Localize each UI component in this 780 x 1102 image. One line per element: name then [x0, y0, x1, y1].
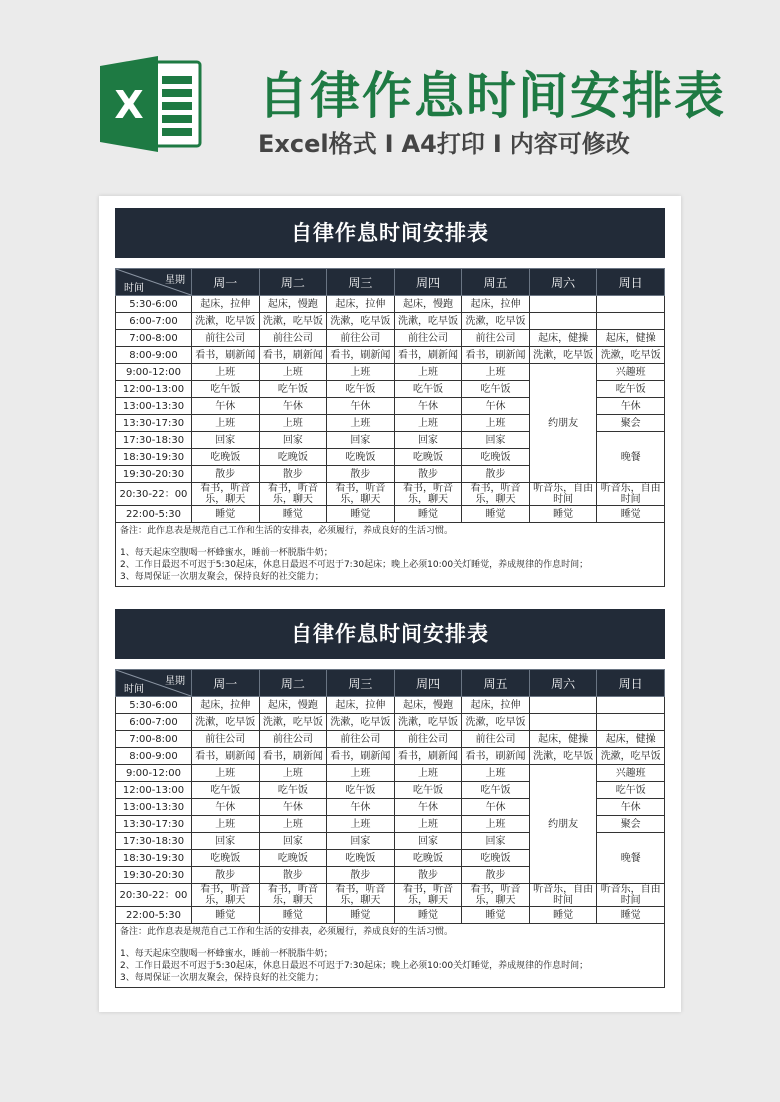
- schedule-cell: 前往公司: [259, 330, 327, 347]
- day-header: 周五: [462, 269, 530, 296]
- table-row: [116, 697, 665, 714]
- schedule-cell: 听音乐，自由时间: [529, 884, 597, 907]
- day-header: 周一: [192, 269, 260, 296]
- schedule-cell: 起床，慢跑: [259, 296, 327, 313]
- schedule-cell: 散步: [394, 466, 462, 483]
- corner-time-label: 时间: [124, 283, 144, 294]
- schedule-cell: 洗漱，吃早饭: [462, 714, 530, 731]
- schedule-cell: 前往公司: [327, 731, 395, 748]
- schedule-cell: 睡觉: [259, 506, 327, 523]
- schedule-cell: 看书，刷新闻: [259, 347, 327, 364]
- schedule-cell: 吃晚饭: [259, 850, 327, 867]
- time-slot-cell: 7:00-8:00: [116, 330, 192, 347]
- notes-section: [115, 523, 665, 587]
- schedule-cell: 午休: [394, 398, 462, 415]
- corner-weekday-label: 星期: [165, 275, 185, 286]
- schedule-cell: 前往公司: [192, 330, 260, 347]
- schedule-cell: 回家: [327, 432, 395, 449]
- table-row: [116, 506, 665, 523]
- table-row: [116, 296, 665, 313]
- schedule-cell: 上班: [394, 816, 462, 833]
- time-slot-cell: 8:00-9:00: [116, 347, 192, 364]
- time-slot-cell: 5:30-6:00: [116, 697, 192, 714]
- table-header-row: [116, 269, 665, 296]
- schedule-cell: 睡觉: [462, 506, 530, 523]
- schedule-cell: 午休: [192, 799, 260, 816]
- schedule-cell: 起床，拉伸: [192, 296, 260, 313]
- schedule-cell: 看书，听音乐，聊天: [394, 884, 462, 907]
- schedule-cell: 散步: [462, 466, 530, 483]
- schedule-cell: 上班: [327, 816, 395, 833]
- note-item: 3、每周保证一次朋友聚会，保持良好的社交能力；: [120, 973, 324, 983]
- schedule-cell: 起床，健操: [597, 330, 665, 347]
- day-header: 周四: [394, 670, 462, 697]
- schedule-cell: 上班: [394, 415, 462, 432]
- schedule-cell: 看书，听音乐，聊天: [462, 884, 530, 907]
- schedule-cell: 上班: [192, 816, 260, 833]
- day-header: 周二: [259, 269, 327, 296]
- schedule-cell: 吃晚饭: [192, 850, 260, 867]
- schedule-cell: 洗漱，吃早饭: [259, 313, 327, 330]
- time-slot-cell: 9:00-12:00: [116, 364, 192, 381]
- time-slot-cell: 22:00-5:30: [116, 907, 192, 924]
- schedule-cell: 午休: [259, 398, 327, 415]
- schedule-cell: 回家: [462, 833, 530, 850]
- subtitle-print: A4打印: [401, 130, 485, 158]
- time-slot-cell: 18:30-19:30: [116, 449, 192, 466]
- time-slot-cell: 13:30-17:30: [116, 415, 192, 432]
- schedule-cell: 洗漱，吃早饭: [327, 714, 395, 731]
- schedule-cell: 睡觉: [394, 506, 462, 523]
- time-slot-cell: 8:00-9:00: [116, 748, 192, 765]
- schedule-cell: 睡觉: [394, 907, 462, 924]
- sub-title: [258, 124, 630, 159]
- schedule-cell: 吃午饭: [327, 782, 395, 799]
- schedule-cell: 散步: [192, 867, 260, 884]
- schedule-table: [115, 268, 665, 523]
- day-header: 周一: [192, 670, 260, 697]
- schedule-sheet: [115, 208, 665, 587]
- schedule-cell: [597, 697, 665, 714]
- schedule-cell: 看书，听音乐，聊天: [394, 483, 462, 506]
- schedule-cell: 洗漱，吃早饭: [529, 347, 597, 364]
- schedule-cell: 兴趣班: [597, 765, 665, 782]
- schedule-cell: 吃午饭: [192, 381, 260, 398]
- schedule-cell: 午休: [394, 799, 462, 816]
- schedule-cell: [529, 714, 597, 731]
- schedule-cell: 聚会: [597, 415, 665, 432]
- schedule-cell: 回家: [192, 432, 260, 449]
- schedule-cell: 吃晚饭: [462, 850, 530, 867]
- note-item: 2、工作日最迟不可迟于5:30起床，休息日最迟不可迟于7:30起床；晚上必须10:00关灯睡觉，养成规律的作息时间；: [120, 560, 589, 570]
- subtitle-separator: I: [492, 130, 502, 158]
- schedule-cell: 听音乐，自由时间: [597, 483, 665, 506]
- sunday-merged-cell: 晚餐: [597, 432, 665, 483]
- time-slot-cell: 20:30-22：00: [116, 884, 192, 907]
- schedule-cell: 前往公司: [192, 731, 260, 748]
- schedule-cell: 散步: [462, 867, 530, 884]
- schedule-cell: 散步: [192, 466, 260, 483]
- schedule-cell: 午休: [327, 398, 395, 415]
- day-header: 周四: [394, 269, 462, 296]
- schedule-cell: 看书，听音乐，聊天: [259, 884, 327, 907]
- schedule-cell: 洗漱，吃早饭: [597, 347, 665, 364]
- schedule-cell: 吃午饭: [394, 381, 462, 398]
- day-header: 周日: [597, 269, 665, 296]
- schedule-cell: 吃晚饭: [327, 850, 395, 867]
- schedule-cell: 看书，刷新闻: [192, 748, 260, 765]
- schedule-cell: 洗漱，吃早饭: [192, 313, 260, 330]
- schedule-cell: 吃晚饭: [259, 449, 327, 466]
- schedule-cell: 上班: [259, 765, 327, 782]
- note-item: 1、每天起床空腹喝一杯蜂蜜水，睡前一杯脱脂牛奶；: [120, 949, 333, 959]
- schedule-cell: 散步: [327, 867, 395, 884]
- day-header: 周六: [529, 670, 597, 697]
- schedule-cell: 起床，拉伸: [462, 697, 530, 714]
- schedule-cell: 睡觉: [259, 907, 327, 924]
- main-title: 自律作息时间安排表: [258, 67, 726, 125]
- schedule-cell: 睡觉: [529, 907, 597, 924]
- time-slot-cell: 20:30-22：00: [116, 483, 192, 506]
- schedule-cell: 看书，刷新闻: [394, 748, 462, 765]
- schedule-cell: [597, 714, 665, 731]
- day-header: 周五: [462, 670, 530, 697]
- schedule-cell: 散步: [259, 466, 327, 483]
- schedule-cell: 上班: [327, 415, 395, 432]
- excel-logo-icon: [100, 56, 204, 152]
- table-row: [116, 714, 665, 731]
- time-slot-cell: 6:00-7:00: [116, 714, 192, 731]
- schedule-cell: 看书，听音乐，聊天: [327, 483, 395, 506]
- note-item: 2、工作日最迟不可迟于5:30起床，休息日最迟不可迟于7:30起床；晚上必须10:00关灯睡觉，养成规律的作息时间；: [120, 961, 589, 971]
- table-row: [116, 765, 665, 782]
- schedule-cell: [597, 313, 665, 330]
- schedule-cell: 吃午饭: [462, 782, 530, 799]
- schedule-cell: 洗漱，吃早饭: [394, 313, 462, 330]
- schedule-cell: 前往公司: [327, 330, 395, 347]
- day-header: 周日: [597, 670, 665, 697]
- saturday-merged-cell: 约朋友: [529, 765, 597, 884]
- schedule-cell: 看书，听音乐，聊天: [192, 483, 260, 506]
- schedule-cell: 前往公司: [462, 330, 530, 347]
- schedule-cell: 前往公司: [462, 731, 530, 748]
- note-item: 3、每周保证一次朋友聚会，保持良好的社交能力；: [120, 572, 324, 582]
- schedule-cell: 睡觉: [192, 907, 260, 924]
- notes-intro: 备注：此作息表是规范自己工作和生活的安排表，必须履行，养成良好的生活习惯。: [120, 927, 454, 937]
- schedule-cell: 前往公司: [394, 731, 462, 748]
- table-row: [116, 364, 665, 381]
- time-slot-cell: 13:30-17:30: [116, 816, 192, 833]
- schedule-cell: 午休: [462, 398, 530, 415]
- schedule-cell: 吃晚饭: [462, 449, 530, 466]
- schedule-cell: 洗漱，吃早饭: [529, 748, 597, 765]
- time-slot-cell: 17:30-18:30: [116, 833, 192, 850]
- schedule-cell: 看书，刷新闻: [394, 347, 462, 364]
- notes-section: [115, 924, 665, 988]
- schedule-cell: 洗漱，吃早饭: [597, 748, 665, 765]
- schedule-cell: 上班: [462, 765, 530, 782]
- schedule-cell: 洗漱，吃早饭: [192, 714, 260, 731]
- schedule-cell: 吃午饭: [462, 381, 530, 398]
- table-row: [116, 884, 665, 907]
- schedule-cell: 上班: [394, 765, 462, 782]
- subtitle-format: Excel格式: [258, 130, 377, 158]
- table-row: [116, 731, 665, 748]
- table-row: [116, 483, 665, 506]
- schedule-cell: 回家: [327, 833, 395, 850]
- schedule-cell: [529, 313, 597, 330]
- schedule-cell: 起床，拉伸: [327, 697, 395, 714]
- schedule-cell: 回家: [259, 833, 327, 850]
- schedule-sheet: [115, 609, 665, 988]
- document-page: [99, 196, 681, 1012]
- sunday-merged-cell: 晚餐: [597, 833, 665, 884]
- schedule-table: [115, 669, 665, 924]
- schedule-cell: 起床，拉伸: [192, 697, 260, 714]
- schedule-cell: 吃午饭: [259, 381, 327, 398]
- day-header: 周六: [529, 269, 597, 296]
- schedule-cell: 上班: [259, 816, 327, 833]
- time-slot-cell: 19:30-20:30: [116, 466, 192, 483]
- notes-intro: 备注：此作息表是规范自己工作和生活的安排表，必须履行，养成良好的生活习惯。: [120, 526, 454, 536]
- subtitle-editable: 内容可修改: [509, 130, 630, 158]
- schedule-cell: 看书，刷新闻: [462, 748, 530, 765]
- time-slot-cell: 18:30-19:30: [116, 850, 192, 867]
- schedule-cell: 午休: [462, 799, 530, 816]
- schedule-cell: 上班: [192, 415, 260, 432]
- subtitle-separator: I: [384, 130, 394, 158]
- schedule-cell: 午休: [192, 398, 260, 415]
- schedule-cell: 睡觉: [529, 506, 597, 523]
- schedule-cell: 兴趣班: [597, 364, 665, 381]
- schedule-cell: 吃午饭: [192, 782, 260, 799]
- time-slot-cell: 13:00-13:30: [116, 398, 192, 415]
- schedule-cell: 午休: [327, 799, 395, 816]
- corner-time-label: 时间: [124, 684, 144, 695]
- schedule-cell: 起床，慢跑: [394, 296, 462, 313]
- schedule-cell: 吃午饭: [327, 381, 395, 398]
- schedule-cell: 听音乐，自由时间: [597, 884, 665, 907]
- schedule-cell: 回家: [259, 432, 327, 449]
- schedule-cell: 吃晚饭: [327, 449, 395, 466]
- table-row: [116, 907, 665, 924]
- schedule-cell: 上班: [192, 364, 260, 381]
- time-slot-cell: 5:30-6:00: [116, 296, 192, 313]
- schedule-cell: 散步: [394, 867, 462, 884]
- schedule-cell: 看书，听音乐，聊天: [327, 884, 395, 907]
- schedule-cell: 吃午饭: [597, 381, 665, 398]
- corner-weekday-label: 星期: [165, 676, 185, 687]
- schedule-cell: 上班: [462, 816, 530, 833]
- schedule-cell: 睡觉: [192, 506, 260, 523]
- table-row: [116, 313, 665, 330]
- schedule-cell: 午休: [597, 398, 665, 415]
- schedule-cell: 上班: [327, 364, 395, 381]
- schedule-cell: 起床，拉伸: [327, 296, 395, 313]
- schedule-cell: 洗漱，吃早饭: [462, 313, 530, 330]
- schedule-cell: [597, 296, 665, 313]
- schedule-cell: 吃晚饭: [394, 850, 462, 867]
- schedule-cell: 吃晚饭: [394, 449, 462, 466]
- schedule-cell: 回家: [462, 432, 530, 449]
- schedule-cell: 上班: [259, 415, 327, 432]
- schedule-cell: 吃午饭: [259, 782, 327, 799]
- schedule-cell: 起床，健操: [597, 731, 665, 748]
- day-header: 周三: [327, 670, 395, 697]
- schedule-cell: 回家: [192, 833, 260, 850]
- schedule-cell: 午休: [597, 799, 665, 816]
- schedule-cell: 午休: [259, 799, 327, 816]
- schedule-cell: 回家: [394, 432, 462, 449]
- schedule-cell: 看书，刷新闻: [327, 347, 395, 364]
- schedule-cell: 洗漱，吃早饭: [394, 714, 462, 731]
- schedule-cell: 散步: [327, 466, 395, 483]
- schedule-cell: 起床，慢跑: [259, 697, 327, 714]
- schedule-cell: 看书，听音乐，聊天: [192, 884, 260, 907]
- schedule-cell: 上班: [462, 415, 530, 432]
- day-header: 周三: [327, 269, 395, 296]
- schedule-cell: 散步: [259, 867, 327, 884]
- time-slot-cell: 12:00-13:00: [116, 782, 192, 799]
- schedule-cell: 睡觉: [327, 907, 395, 924]
- schedule-cell: 睡觉: [462, 907, 530, 924]
- header: [0, 0, 780, 190]
- schedule-cell: 聚会: [597, 816, 665, 833]
- sheet-title: 自律作息时间安排表: [115, 609, 665, 659]
- schedule-cell: 睡觉: [327, 506, 395, 523]
- schedule-cell: 起床，拉伸: [462, 296, 530, 313]
- schedule-cell: 上班: [327, 765, 395, 782]
- schedule-cell: 吃午饭: [394, 782, 462, 799]
- schedule-cell: 上班: [259, 364, 327, 381]
- schedule-cell: 看书，刷新闻: [327, 748, 395, 765]
- schedule-cell: 洗漱，吃早饭: [259, 714, 327, 731]
- schedule-cell: 睡觉: [597, 907, 665, 924]
- schedule-cell: 上班: [462, 364, 530, 381]
- schedule-cell: 洗漱，吃早饭: [327, 313, 395, 330]
- schedule-cell: 吃午饭: [597, 782, 665, 799]
- schedule-cell: 上班: [394, 364, 462, 381]
- schedule-cell: 起床，健操: [529, 731, 597, 748]
- time-slot-cell: 19:30-20:30: [116, 867, 192, 884]
- schedule-cell: 看书，听音乐，聊天: [259, 483, 327, 506]
- corner-cell: [116, 269, 192, 296]
- table-row: [116, 330, 665, 347]
- schedule-cell: 听音乐，自由时间: [529, 483, 597, 506]
- note-item: 1、每天起床空腹喝一杯蜂蜜水，睡前一杯脱脂牛奶；: [120, 548, 333, 558]
- time-slot-cell: 9:00-12:00: [116, 765, 192, 782]
- time-slot-cell: 22:00-5:30: [116, 506, 192, 523]
- schedule-cell: 上班: [192, 765, 260, 782]
- saturday-merged-cell: 约朋友: [529, 364, 597, 483]
- time-slot-cell: 17:30-18:30: [116, 432, 192, 449]
- table-row: [116, 347, 665, 364]
- time-slot-cell: 7:00-8:00: [116, 731, 192, 748]
- sheet-title: 自律作息时间安排表: [115, 208, 665, 258]
- schedule-cell: 前往公司: [394, 330, 462, 347]
- time-slot-cell: 6:00-7:00: [116, 313, 192, 330]
- schedule-cell: 看书，刷新闻: [259, 748, 327, 765]
- schedule-cell: [529, 296, 597, 313]
- schedule-cell: 回家: [394, 833, 462, 850]
- corner-cell: [116, 670, 192, 697]
- schedule-cell: 睡觉: [597, 506, 665, 523]
- time-slot-cell: 12:00-13:00: [116, 381, 192, 398]
- schedule-cell: 看书，刷新闻: [192, 347, 260, 364]
- schedule-cell: [529, 697, 597, 714]
- table-row: [116, 748, 665, 765]
- schedule-cell: 看书，听音乐，聊天: [462, 483, 530, 506]
- schedule-cell: 起床，慢跑: [394, 697, 462, 714]
- schedule-cell: 吃晚饭: [192, 449, 260, 466]
- day-header: 周二: [259, 670, 327, 697]
- table-header-row: [116, 670, 665, 697]
- time-slot-cell: 13:00-13:30: [116, 799, 192, 816]
- svg-text:X: X: [114, 83, 144, 127]
- schedule-cell: 起床，健操: [529, 330, 597, 347]
- schedule-cell: 看书，刷新闻: [462, 347, 530, 364]
- schedule-cell: 前往公司: [259, 731, 327, 748]
